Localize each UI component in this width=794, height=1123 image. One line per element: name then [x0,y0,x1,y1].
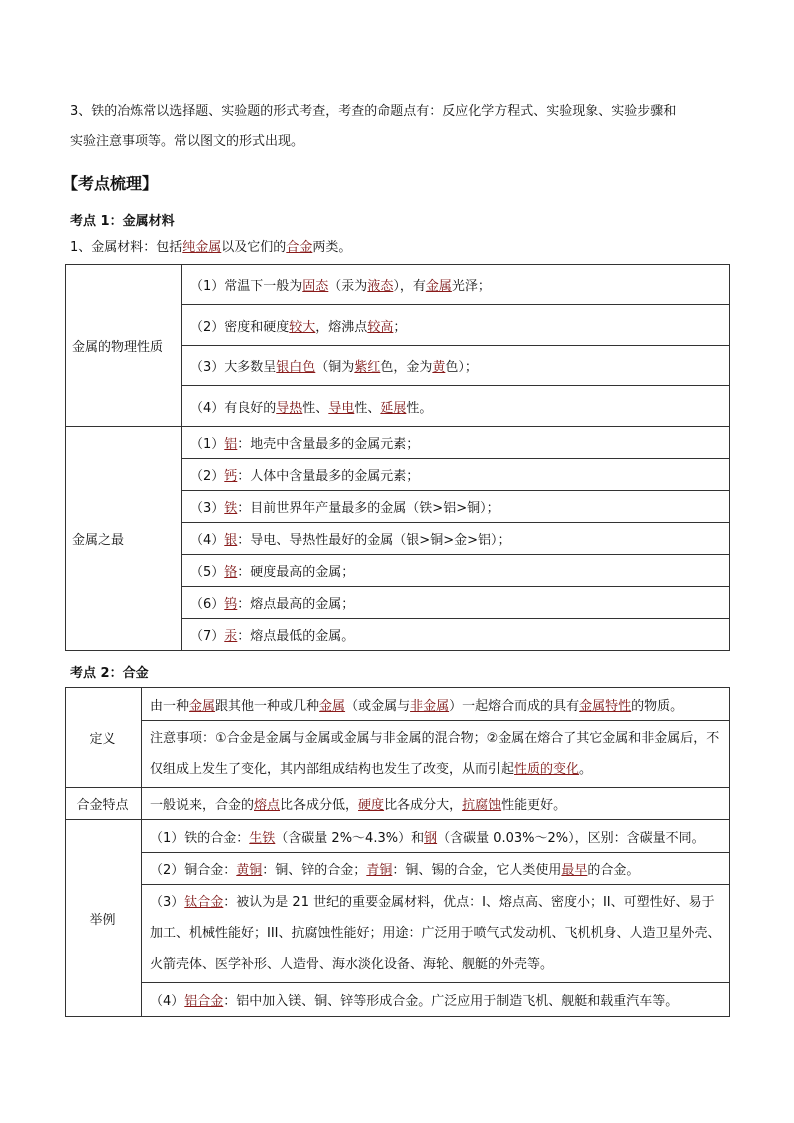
physical-row-2: （2）密度和硬度较大，熔沸点较高； [182,305,730,346]
superlatives-label: 金属之最 [66,427,182,651]
alloys-table [65,687,730,1017]
physical-row-4: （4）有良好的导热性、导电性、延展性。 [182,386,730,427]
keyword: 纯金属 [182,240,222,255]
metal-materials-table [65,264,730,651]
example-row-4: （4）铝合金：铝中加入镁、铜、锌等形成合金。广泛应用于制造飞机、舰艇和载重汽车等。 [142,983,730,1017]
superlative-row: （1）铝：地壳中含量最多的金属元素； [182,427,730,459]
superlative-row: （6）钨：熔点最高的金属； [182,587,730,619]
superlative-row: （7）汞：熔点最低的金属。 [182,619,730,651]
example-row-2: （2）铜合金：黄铜：铜、锌的合金；青铜：铜、锡的合金，它人类使用最早的合金。 [142,853,730,885]
features-label: 合金特点 [66,788,142,820]
text-fragment: 1、金属材料：包括 [70,240,183,255]
text-fragment: 以及它们的 [221,240,287,255]
examples-label: 举例 [66,820,142,1017]
keyword: 合金 [286,240,313,255]
point1-title: 考点 1：金属材料 [70,214,175,229]
point1-subtitle [70,236,730,260]
text-fragment: 两类。 [312,240,352,255]
physical-row-1: （1）常温下一般为固态（汞为液态），有金属光泽； [182,265,730,305]
section-title: 【考点梳理】 [62,174,159,193]
definition-row-2: 注意事项：①合金是金属与金属或金属与非金属的混合物；②金属在熔合了其它金属和非金属后，不仅组成上发生了变化，其内部组成结构也发生了改变，从而引起性质的变化。 [142,721,730,788]
example-row-3: （3）钛合金：被认为是 21 世纪的重要金属材料，优点：I、熔点高、密度小；II、可塑性好、易于加工、机械性能好；III、抗腐蚀性能好；用途：广泛用于喷气式发动机、飞机机身、人造卫星外壳、火箭壳体、医学补形、人造骨、海水淡化设备、海轮、舰艇的外壳等。 [142,885,730,983]
intro-line-2: 实验注意事项等。常以图文的形式出现。 [70,134,305,149]
intro-paragraph [70,97,730,157]
definition-row-1: 由一种金属跟其他一种或几种金属（或金属与非金属）一起熔合而成的具有金属特性的物质。 [142,688,730,721]
superlative-row: （5）铬：硬度最高的金属； [182,555,730,587]
point2-title: 考点 2：合金 [70,666,149,681]
intro-line-1: 3、铁的冶炼常以选择题、实验题的形式考查，考查的命题点有：反应化学方程式、实验现象、实验步骤和 [70,104,677,119]
superlative-row: （2）钙：人体中含量最多的金属元素； [182,459,730,491]
physical-row-3: （3）大多数呈银白色（铜为紫红色，金为黄色）； [182,346,730,386]
superlative-row: （4）银：导电、导热性最好的金属（银>铜>金>铝）； [182,523,730,555]
physical-properties-label: 金属的物理性质 [66,265,182,427]
features-row: 一般说来，合金的熔点比各成分低，硬度比各成分大，抗腐蚀性能更好。 [142,788,730,820]
definition-label: 定义 [66,688,142,788]
example-row-1: （1）铁的合金：生铁（含碳量 2%～4.3%）和钢（含碳量 0.03%～2%），区别：含碳量不同。 [142,820,730,853]
superlative-row: （3）铁：目前世界年产量最多的金属（铁>铝>铜）； [182,491,730,523]
